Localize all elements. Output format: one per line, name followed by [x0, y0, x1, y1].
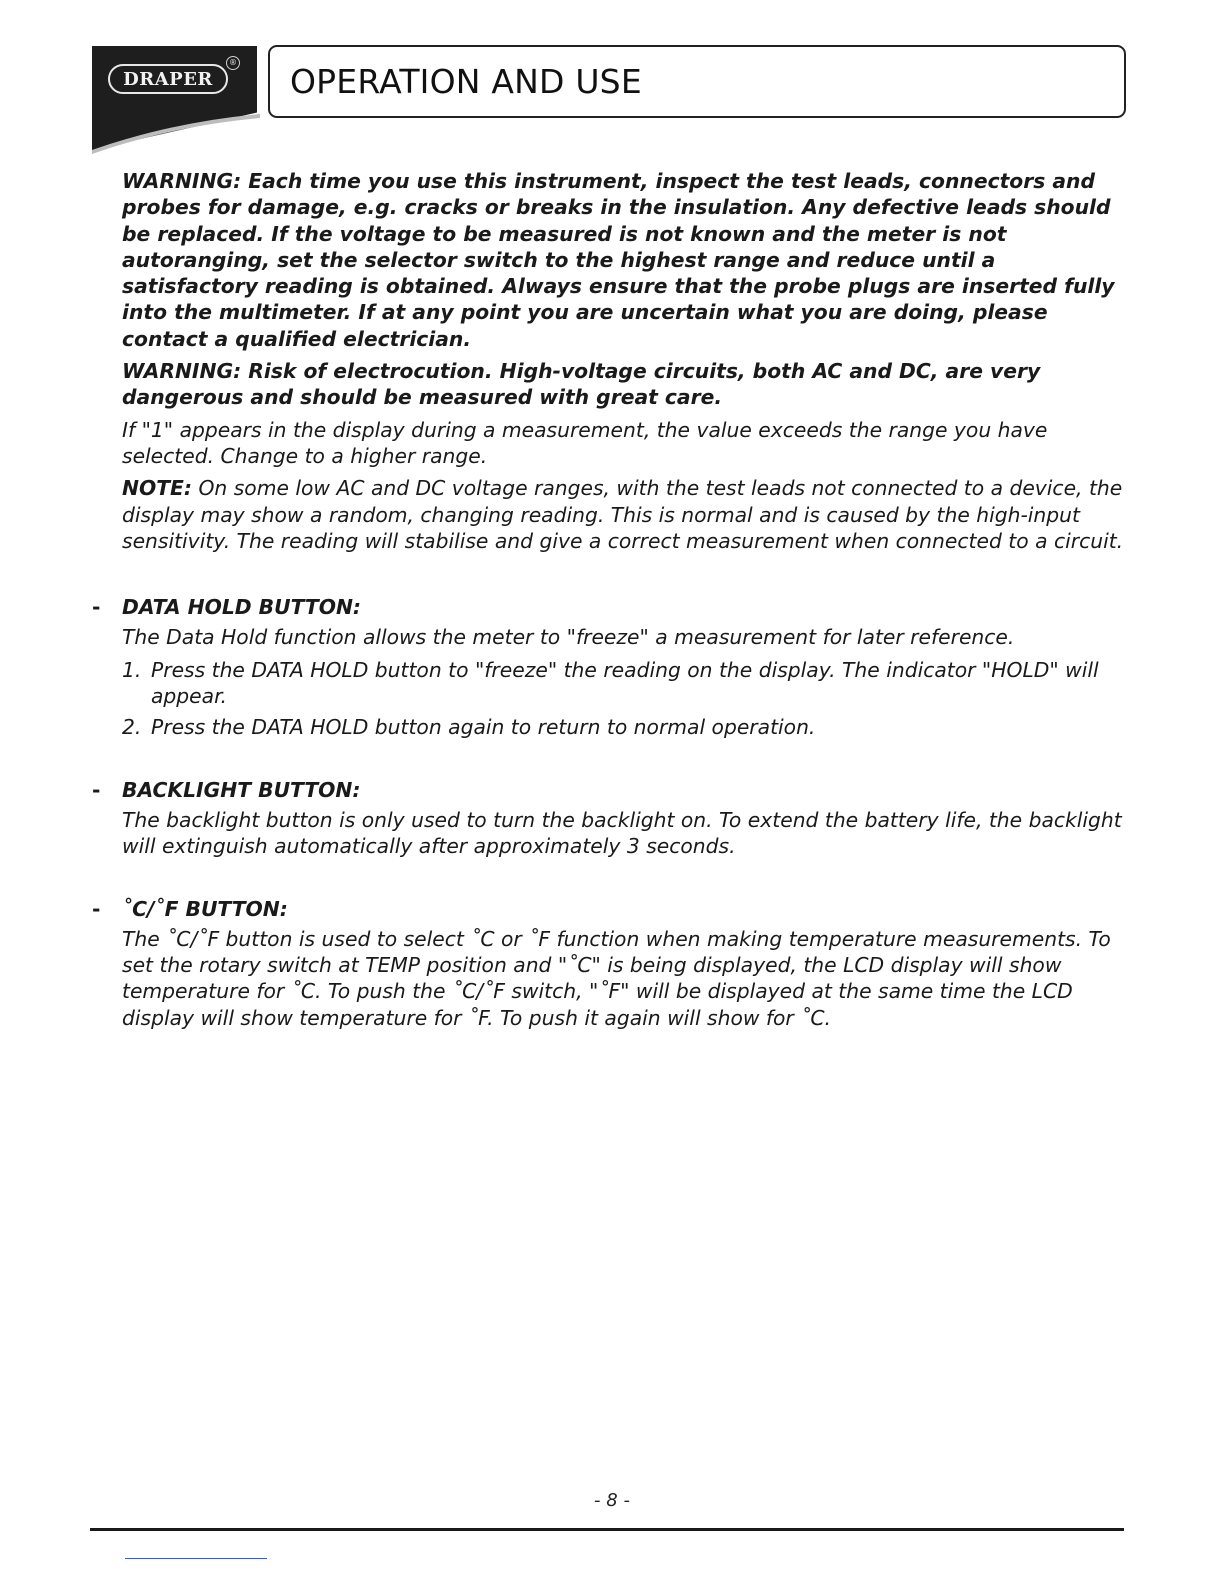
data-hold-heading: DATA HOLD BUTTON:: [122, 595, 362, 620]
temperature-unit-section: [92, 896, 1132, 1031]
footer-divider: [90, 1528, 1124, 1531]
registered-mark-icon: ®: [226, 56, 240, 70]
list-dash: -: [92, 896, 101, 921]
link-underline: [125, 1558, 267, 1559]
warning-electrocution: WARNING: Risk of electrocution. High-voltage circuits, both AC and DC, are very dangerous and should be measured with great care.: [122, 359, 1041, 410]
page-number: - 8 -: [594, 1490, 630, 1511]
draper-logo: [108, 64, 228, 94]
list-dash: -: [92, 777, 101, 802]
backlight-heading: BACKLIGHT BUTTON:: [122, 777, 361, 802]
data-hold-description: The Data Hold function allows the meter to "freeze" a measurement for later reference.: [122, 625, 1015, 650]
page-title-box: [268, 45, 1126, 118]
logo-swoosh-graphic: [92, 108, 262, 158]
note-paragraph: [122, 475, 1132, 554]
data-hold-step-1: [122, 657, 1132, 710]
step-number: 1.: [122, 657, 142, 682]
page-title: OPERATION AND USE: [290, 62, 642, 101]
logo-text: DRAPER: [123, 68, 213, 90]
range-exceeded-text: If "1" appears in the display during a measurement, the value exceeds the range you have selected. Change to a higher range.: [122, 417, 1048, 468]
warning-inspection: WARNING: Each time you use this instrument, inspect the test leads, connectors and probes for damage, e.g. cracks or breaks in the insulation. Any defective leads should be replaced. If the voltage to be measured is not known and the meter is not autoranging, set the selector switch to the highest range and reduce until a satisfactory reading is obtained. Always ensure that the probe plugs are inserted fully into the multimeter. If at any point you are uncertain what you are doing, please contact a qualified electrician.: [122, 169, 1115, 351]
backlight-section: [92, 777, 1132, 860]
step-text: Press the DATA HOLD button to "freeze" the reading on the display. The indicator "HOLD" will appear.: [151, 657, 1099, 709]
data-hold-step-2: [122, 714, 1132, 740]
step-text: Press the DATA HOLD button again to return to normal operation.: [151, 715, 816, 740]
backlight-description: The backlight button is only used to turn the backlight on. To extend the battery life, the backlight will extinguish automatically after approximately 3 seconds.: [122, 807, 1122, 859]
main-content: [92, 168, 1132, 1037]
temperature-unit-heading: ˚C/˚F BUTTON:: [122, 896, 288, 921]
temperature-unit-description: The ˚C/˚F button is used to select ˚C or ˚F function when making temperature measurements. To set the rotary switch at TEMP position and "˚C" is being displayed, the LCD display will show temperature for ˚C. To push the ˚C/˚F switch, "˚F" will be displayed at the same time the LCD display will show temperature for ˚F. To push it again will show for ˚C.: [122, 926, 1111, 1030]
note-label: NOTE:: [122, 476, 193, 501]
step-number: 2.: [122, 715, 142, 740]
list-dash: -: [92, 595, 101, 620]
data-hold-section: [92, 594, 1132, 740]
note-text: On some low AC and DC voltage ranges, with the test leads not connected to a device, the display may show a random, changing reading. This is normal and is caused by the high-input sensitivity. The reading will stabilise and give a correct measurement when connected to a circuit.: [122, 476, 1124, 553]
